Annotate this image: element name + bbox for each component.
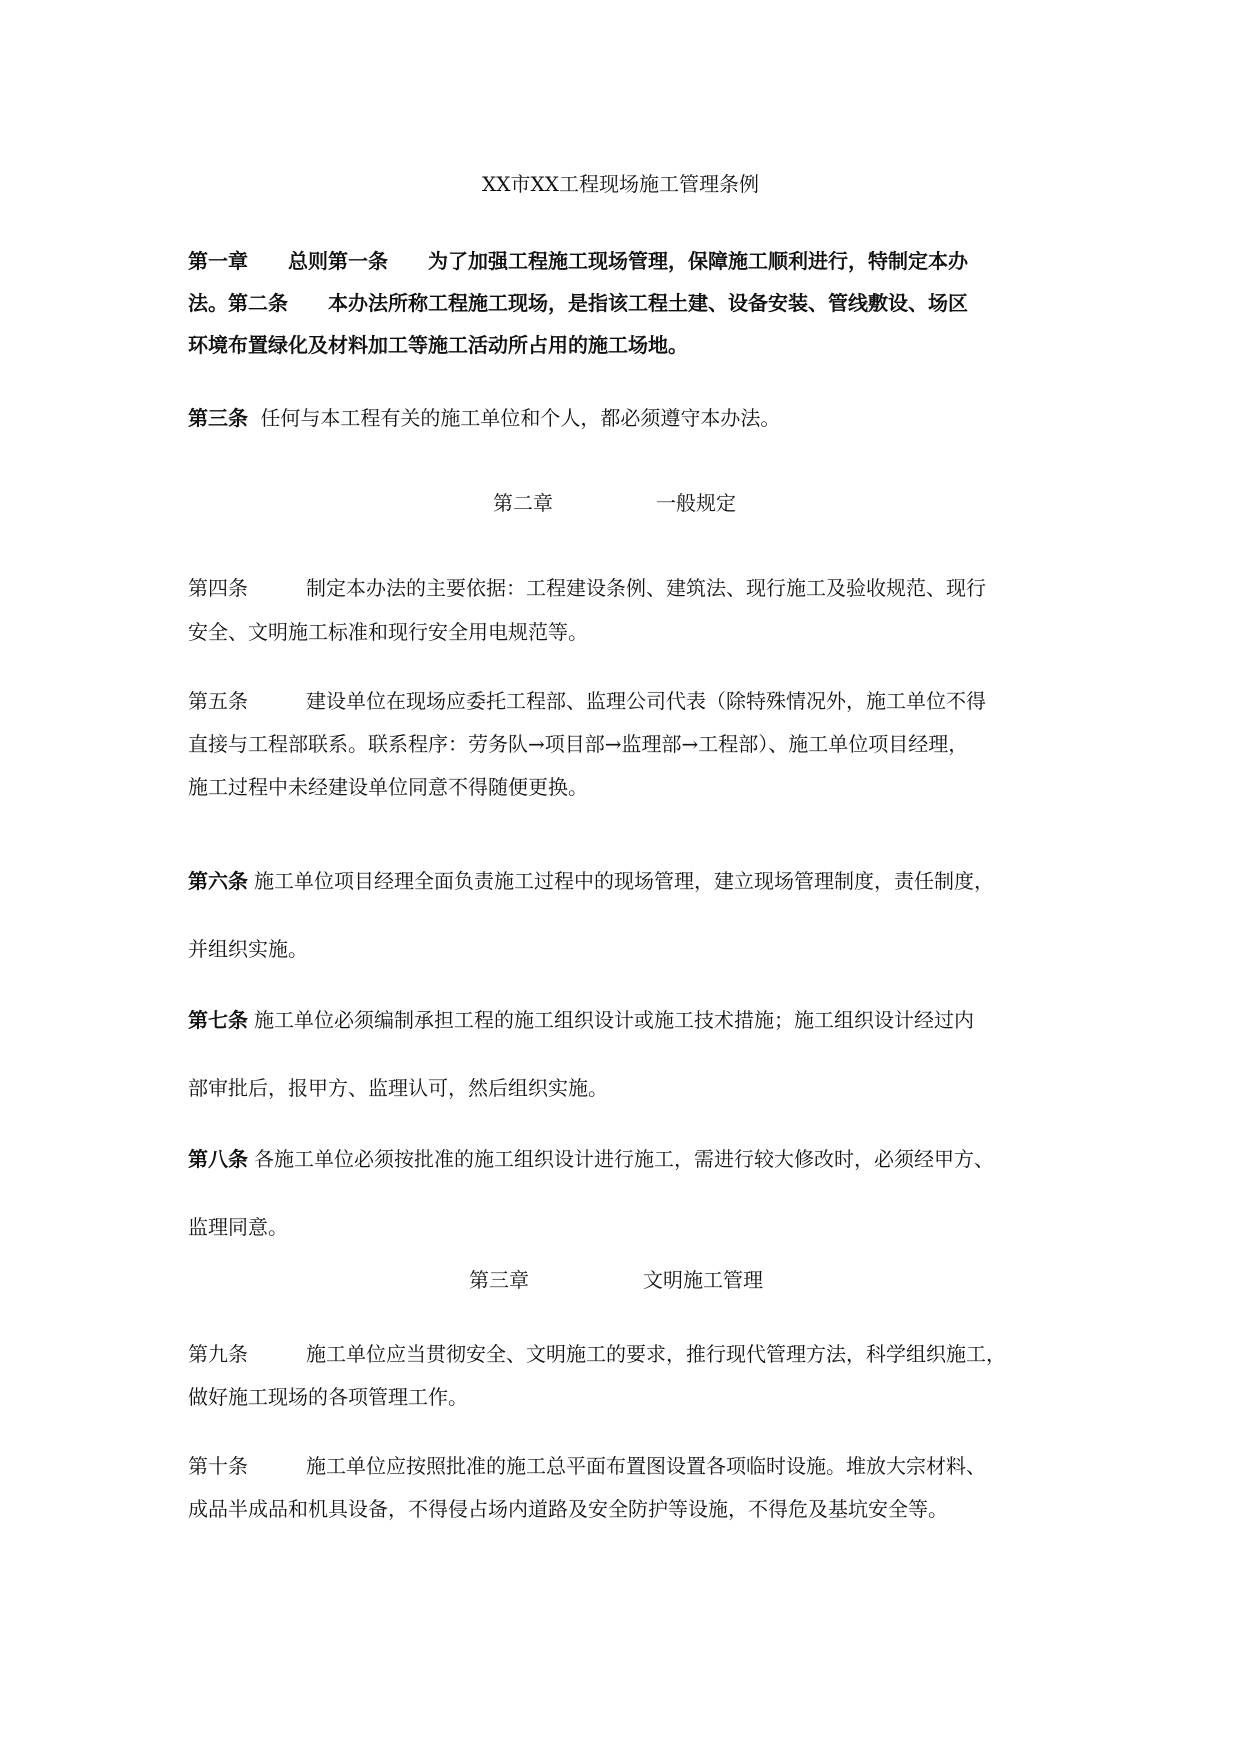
article-9-line-1: 施工单位应当贯彻安全、文明施工的要求，推行现代管理方法，科学组织施工，: [306, 1342, 1006, 1366]
article-6: [188, 847, 1060, 983]
chapter-one-line-3: 环境布置绿化及材料加工等施工活动所占用的施工场地。: [188, 333, 688, 357]
article-4-line-1: 制定本办法的主要依据：工程建设条例、建筑法、现行施工及验收规范、现行: [306, 576, 986, 600]
article-8-line-1: 各施工单位必须按批准的施工组织设计进行施工，需进行较大修改时，必须经甲方、: [254, 1147, 994, 1171]
chapter-one-line-2: 法。第二条 本办法所称工程施工现场，是指该工程土建、设备安装、管线敷设、场区: [188, 291, 968, 315]
article-6-line-1: 施工单位项目经理全面负责施工过程中的现场管理，建立现场管理制度，责任制度，: [254, 869, 994, 893]
article-5: [188, 680, 1060, 809]
article-8-line-2: 监理同意。: [188, 1215, 288, 1239]
article-7-line-1: 施工单位必须编制承担工程的施工组织设计或施工技术措施；施工组织设计经过内: [254, 1008, 974, 1032]
article-9: [188, 1333, 1060, 1419]
chapter-three-name: 文明施工管理: [643, 1268, 763, 1292]
article-10: [188, 1445, 1060, 1531]
article-5-line-1: 建设单位在现场应委托工程部、监理公司代表（除特殊情况外，施工单位不得: [306, 689, 986, 713]
chapter-two-name: 一般规定: [656, 491, 736, 515]
article-7-line-2: 部审批后，报甲方、监理认可，然后组织实施。: [188, 1076, 608, 1100]
article-5-line-2: 直接与工程部联系。联系程序：劳务队→项目部→监理部→工程部）、施工单位项目经理，: [188, 732, 969, 756]
document-title: XX市XX工程现场施工管理条例: [482, 172, 759, 196]
article-4: [188, 566, 1060, 654]
article-4-label: 第四条: [188, 576, 248, 600]
article-10-line-1: 施工单位应按照批准的施工总平面布置图设置各项临时设施。堆放大宗材料、: [306, 1454, 986, 1478]
article-8-label: 第八条: [188, 1147, 248, 1171]
article-4-line-2: 安全、文明施工标准和现行安全用电规范等。: [188, 620, 588, 644]
article-7-label: 第七条: [188, 1008, 248, 1032]
chapter-one-line-1: 第一章 总则第一条 为了加强工程施工现场管理，保障施工顺利进行，特制定本办: [188, 249, 968, 273]
article-5-line-3: 施工过程中未经建设单位同意不得随便更换。: [188, 775, 588, 799]
article-7: [188, 986, 1060, 1122]
article-6-line-2: 并组织实施。: [188, 937, 308, 961]
article-10-line-2: 成品半成品和机具设备，不得侵占场内道路及安全防护等设施，不得危及基坑安全等。: [188, 1497, 948, 1521]
chapter-one-block: [188, 240, 1060, 366]
article-5-label: 第五条: [188, 689, 248, 713]
article-9-line-2: 做好施工现场的各项管理工作。: [188, 1385, 468, 1409]
article-8: [188, 1125, 1060, 1261]
chapter-three-number: 第三章: [469, 1268, 529, 1292]
article-6-label: 第六条: [188, 869, 248, 893]
article-3-label: 第三条: [188, 406, 248, 430]
article-3-text: 任何与本工程有关的施工单位和个人，都必须遵守本办法。: [260, 406, 781, 430]
article-3: [188, 402, 1060, 431]
article-9-label: 第九条: [188, 1342, 248, 1366]
article-10-label: 第十条: [188, 1454, 248, 1478]
chapter-two-number: 第二章: [493, 491, 553, 515]
